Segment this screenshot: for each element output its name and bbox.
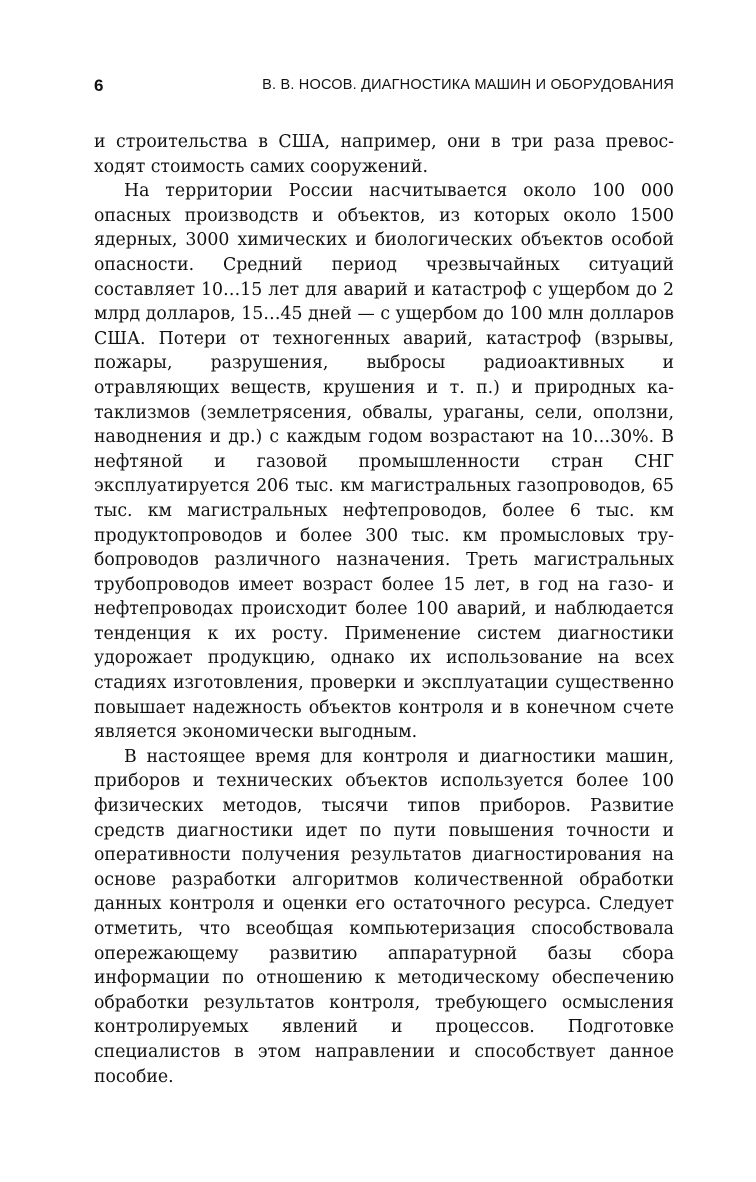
paragraph-hazard-statistics: На территории России насчитывается около 100 000 опасных производств и объектов, из которых около 1500 ядерных, 3000 химических и биологических объектов особой опасности. Средний период чрезвычайных ситуаций составляет 10…15 лет для аварий и катастроф с ущербом до 2 млрд долларов, 15…45 дней — с ущербом до 100 млн долларов США. Потери от техногенных аварий, катастроф (взрывы, пожары, разрушения, выбросы радиоактивных и отравляющих веществ, крушения и т. п.) и природных катаклизмов (землетрясения, обвалы, ураганы, сели, оползни, наводнения и др.) с каждым годом возрастают на 10…30%. В нефтяной и газовой промышленности стран СНГ эксплуатируется 206 тыс. км магистральных газопроводов, 65 тыс. км магистральных нефтепроводов, более 6 тыс. км продуктопроводов и более 300 тыс. км промысловых трубопроводов различного назначения. Треть магистральных трубопроводов имеет возраст более 15 лет, в год на газо- и нефтепроводах происходит более 100 аварий, и наблюдается тенденция к их росту. Применение систем диагностики удорожает продукцию, однако их использование на всех стадиях изготовления, проверки и эксплуатации существенно повышает надежность объектов контроля и в конечном счете является экономически выгодным. <box>94 181 674 743</box>
page-number: 6 <box>94 76 104 95</box>
running-head <box>94 76 674 96</box>
paragraph-continuation: и строительства в США, например, они в три раза превосходят стоимость самих сооружений. <box>94 132 674 177</box>
book-title: В. В. НОСОВ. ДИАГНОСТИКА МАШИН И ОБОРУДОВАНИЯ <box>262 77 674 93</box>
body-text <box>94 130 674 1089</box>
paragraph-diagnostics-methods: В настоящее время для контроля и диагностики машин, приборов и технических объектов используется более 100 физических методов, тысячи типов приборов. Развитие средств диагностики идет по пути повышения точности и оперативности получения результатов диагностирования на основе разработки алгоритмов количественной обработки данных контроля и оценки его остаточного ресурса. Следует отметить, что всеобщая компьютеризация способствовала опережающему развитию аппаратурной базы сбора информации по отношению к методическому обеспечению обработки результатов контроля, требующего осмысления контролируемых явлений и процессов. Подготовке специалистов в этом направлении и способствует данное пособие. <box>94 746 674 1087</box>
